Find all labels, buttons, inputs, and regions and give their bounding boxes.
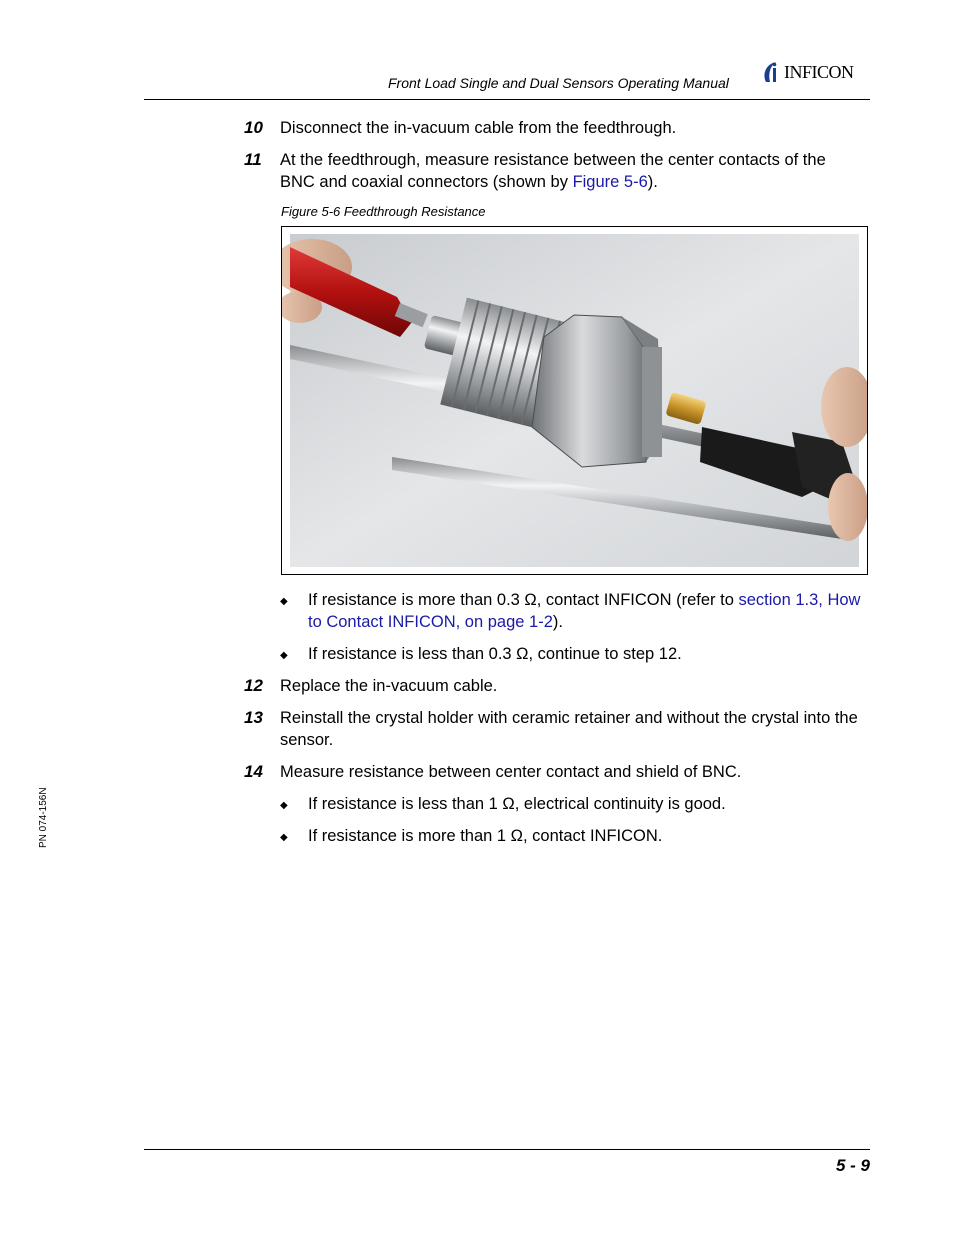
step-text: Replace the in-vacuum cable.	[280, 677, 498, 695]
bullet-text-part: ).	[552, 613, 563, 631]
step-text-part: At the feedthrough, measure resistance between the center contacts of the BNC and coaxial connectors (shown by	[280, 151, 826, 191]
part-number: PN 074-156N	[38, 787, 49, 848]
bullet-text-part: If resistance is more than 0.3 Ω, contact INFICON (refer to	[308, 591, 739, 609]
bullet-icon: ◆	[280, 800, 288, 811]
figure-caption: Figure 5-6 Feedthrough Resistance	[281, 204, 486, 219]
bullet-text: If resistance is less than 0.3 Ω, continue to step 12.	[308, 645, 682, 663]
bullet-icon: ◆	[280, 596, 288, 607]
step-text: Measure resistance between center contact and shield of BNC.	[280, 763, 742, 781]
step-number: 11	[244, 150, 262, 169]
step-number: 12	[244, 676, 263, 695]
footer-rule	[144, 1149, 870, 1150]
step-text-part: ).	[647, 173, 658, 191]
bullet-text	[308, 589, 872, 633]
step-text	[280, 149, 858, 193]
bullet-icon: ◆	[280, 832, 288, 843]
figure-link[interactable]: Figure 5-6	[572, 173, 648, 191]
feedthrough-photo	[282, 227, 867, 574]
header-rule	[144, 99, 870, 100]
bullet-icon: ◆	[280, 650, 288, 661]
inficon-logo-mark-icon	[760, 60, 784, 84]
running-header-title: Front Load Single and Dual Sensors Operating Manual	[388, 75, 729, 91]
step-text: Reinstall the crystal holder with ceramic retainer and without the crystal into the sensor.	[280, 709, 858, 749]
figure-frame	[281, 226, 868, 575]
section-link[interactable]: section 1.3, How to Contact INFICON, on page 1-2	[308, 591, 861, 631]
step-number: 14	[244, 762, 263, 781]
bullet-text: If resistance is less than 1 Ω, electrical continuity is good.	[308, 795, 726, 813]
inficon-logo	[760, 60, 872, 84]
logo-wordmark: INFICON	[784, 62, 854, 82]
page-number: 5 - 9	[835, 1156, 870, 1175]
step-number: 10	[244, 118, 263, 137]
bullet-text: If resistance is more than 1 Ω, contact INFICON.	[308, 827, 663, 845]
step-text: Disconnect the in-vacuum cable from the feedthrough.	[280, 119, 677, 137]
step-number: 13	[244, 708, 263, 727]
